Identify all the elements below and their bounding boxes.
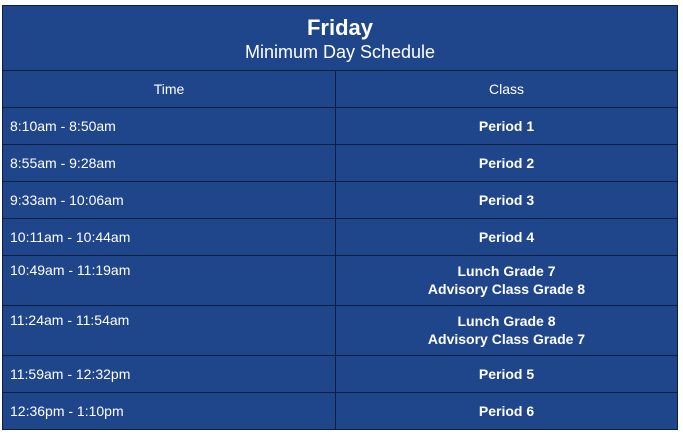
class-cell — [336, 219, 678, 256]
time-cell: 8:10am - 8:50am — [3, 108, 336, 145]
class-label: Period 6 — [478, 403, 535, 419]
class-label: Advisory Class Grade 8 — [427, 281, 586, 297]
class-label: Advisory Class Grade 7 — [427, 331, 586, 347]
time-column-header: Time — [3, 71, 336, 108]
class-label: Lunch Grade 8 — [457, 313, 556, 329]
class-label: Period 2 — [478, 155, 535, 171]
header-row — [3, 6, 678, 71]
schedule-table — [2, 5, 678, 430]
class-cell — [336, 356, 678, 393]
table-row — [3, 393, 678, 430]
time-cell: 8:55am - 9:28am — [3, 145, 336, 182]
class-label: Lunch Grade 7 — [457, 263, 556, 279]
time-cell: 10:11am - 10:44am — [3, 219, 336, 256]
class-label: Period 4 — [478, 229, 535, 245]
day-title: Friday — [306, 14, 374, 40]
class-cell — [336, 306, 678, 356]
class-cell — [336, 108, 678, 145]
class-cell — [336, 256, 678, 306]
table-row — [3, 108, 678, 145]
table-row — [3, 219, 678, 256]
class-cell — [336, 182, 678, 219]
time-cell: 10:49am - 11:19am — [3, 256, 336, 306]
schedule-header — [3, 6, 678, 71]
table-row — [3, 356, 678, 393]
schedule-subtitle: Minimum Day Schedule — [244, 41, 436, 62]
time-cell: 12:36pm - 1:10pm — [3, 393, 336, 430]
class-column-header: Class — [336, 71, 678, 108]
table-row — [3, 306, 678, 356]
class-cell — [336, 145, 678, 182]
time-cell: 11:24am - 11:54am — [3, 306, 336, 356]
column-header-row — [3, 71, 678, 108]
table-row — [3, 256, 678, 306]
class-label: Period 5 — [478, 366, 535, 382]
class-cell — [336, 393, 678, 430]
time-cell: 11:59am - 12:32pm — [3, 356, 336, 393]
class-label: Period 3 — [478, 192, 535, 208]
time-cell: 9:33am - 10:06am — [3, 182, 336, 219]
table-row — [3, 182, 678, 219]
class-label: Period 1 — [478, 118, 535, 134]
table-row — [3, 145, 678, 182]
schedule-container — [2, 5, 677, 430]
